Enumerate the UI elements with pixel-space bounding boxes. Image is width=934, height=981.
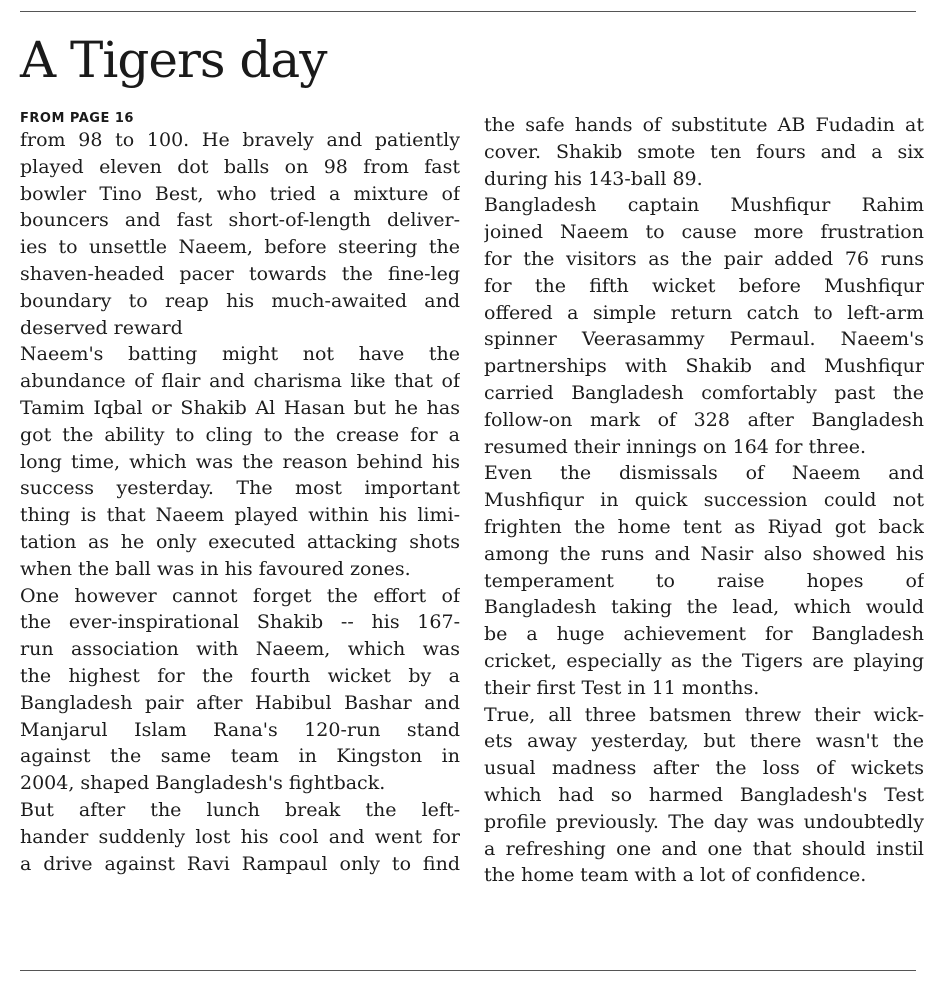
text-line: Mushfiqur in quick succession could not — [484, 489, 924, 512]
text-line: follow-on mark of 328 after Bangladesh — [484, 408, 924, 431]
text-line: deserved reward — [20, 316, 183, 339]
text-line: True, all three batsmen threw their wick- — [484, 703, 924, 726]
text-line: among the runs and Nasir also showed his — [484, 542, 924, 565]
text-line: when the ball was in his favoured zones. — [20, 557, 411, 580]
text-line: Manjarul Islam Rana's 120-run stand — [20, 718, 460, 741]
text-line: against the same team in Kingston in — [20, 745, 460, 768]
text-line: ets away yesterday, but there wasn't the — [484, 730, 924, 753]
text-line: shaven-headed pacer towards the fine-leg — [20, 262, 460, 285]
text-line: Naeem's batting might not have the — [20, 343, 460, 366]
text-line: for the visitors as the pair added 76 runs — [484, 247, 924, 270]
text-line: Bangladesh pair after Habibul Bashar and — [20, 691, 460, 714]
text-line: which had so harmed Bangladesh's Test — [484, 783, 924, 806]
text-line: hander suddenly lost his cool and went for — [20, 825, 460, 848]
text-line: partnerships with Shakib and Mushfiqur — [484, 355, 924, 378]
text-line: be a huge achievement for Bangladesh — [484, 623, 924, 646]
text-line: tation as he only executed attacking shots — [20, 530, 460, 553]
text-line: profile previously. The day was undoubtedly — [484, 810, 924, 833]
text-line: cricket, especially as the Tigers are playing — [484, 649, 924, 672]
text-line: abundance of flair and charisma like that of — [20, 370, 460, 393]
text-line: for the fifth wicket before Mushfiqur — [484, 274, 924, 297]
text-line: boundary to reap his much-awaited and — [20, 289, 460, 312]
text-line: bouncers and fast short-of-length deliver- — [20, 209, 460, 232]
text-line: played eleven dot balls on 98 from fast — [20, 155, 460, 178]
text-line: usual madness after the loss of wickets — [484, 757, 924, 780]
text-line: bowler Tino Best, who tried a mixture of — [20, 182, 460, 205]
text-line: the home team with a lot of confidence. — [484, 864, 867, 887]
text-line: Bangladesh taking the lead, which would — [484, 596, 924, 619]
text-line: spinner Veerasammy Permaul. Naeem's — [484, 328, 924, 351]
right-column — [484, 112, 924, 889]
top-rule — [20, 11, 916, 12]
text-line: temperament to raise hopes of — [484, 569, 924, 592]
text-line: a drive against Ravi Rampaul only to find — [20, 852, 460, 875]
text-line: the ever-inspirational Shakib -- his 167- — [20, 611, 460, 634]
text-line: joined Naeem to cause more frustration — [484, 221, 924, 244]
bottom-rule — [20, 970, 916, 971]
text-line: ies to unsettle Naeem, before steering the — [20, 236, 460, 259]
text-line: cover. Shakib smote ten fours and a six — [484, 140, 924, 163]
text-line: the highest for the fourth wicket by a — [20, 664, 460, 687]
text-line: offered a simple return catch to left-arm — [484, 301, 924, 324]
text-line: carried Bangladesh comfortably past the — [484, 381, 924, 404]
text-line: One however cannot forget the effort of — [20, 584, 460, 607]
text-line: a refreshing one and one that should instil — [484, 837, 924, 860]
text-line: Bangladesh captain Mushfiqur Rahim — [484, 194, 924, 217]
left-column-body — [20, 127, 460, 877]
right-column-body — [484, 112, 924, 889]
text-line: But after the lunch break the left- — [20, 798, 460, 821]
kicker: FROM PAGE 16 — [20, 111, 134, 126]
headline: A Tigers day — [20, 31, 327, 89]
text-line: got the ability to cling to the crease for a — [20, 423, 460, 446]
text-line: Even the dismissals of Naeem and — [484, 462, 924, 485]
text-line: thing is that Naeem played within his limi- — [20, 504, 460, 527]
text-line: run association with Naeem, which was — [20, 638, 460, 661]
text-line: from 98 to 100. He bravely and patiently — [20, 129, 460, 151]
text-line: the safe hands of substitute AB Fudadin at — [484, 114, 924, 136]
left-column — [20, 110, 460, 877]
text-line: during his 143-ball 89. — [484, 167, 703, 190]
text-line: their first Test in 11 months. — [484, 676, 760, 699]
text-line: frighten the home tent as Riyad got back — [484, 515, 924, 538]
text-line: 2004, shaped Bangladesh's fightback. — [20, 772, 386, 795]
text-line: success yesterday. The most important — [20, 477, 460, 500]
text-line: Tamim Iqbal or Shakib Al Hasan but he has — [20, 396, 460, 419]
text-line: resumed their innings on 164 for three. — [484, 435, 867, 458]
text-line: long time, which was the reason behind his — [20, 450, 460, 473]
